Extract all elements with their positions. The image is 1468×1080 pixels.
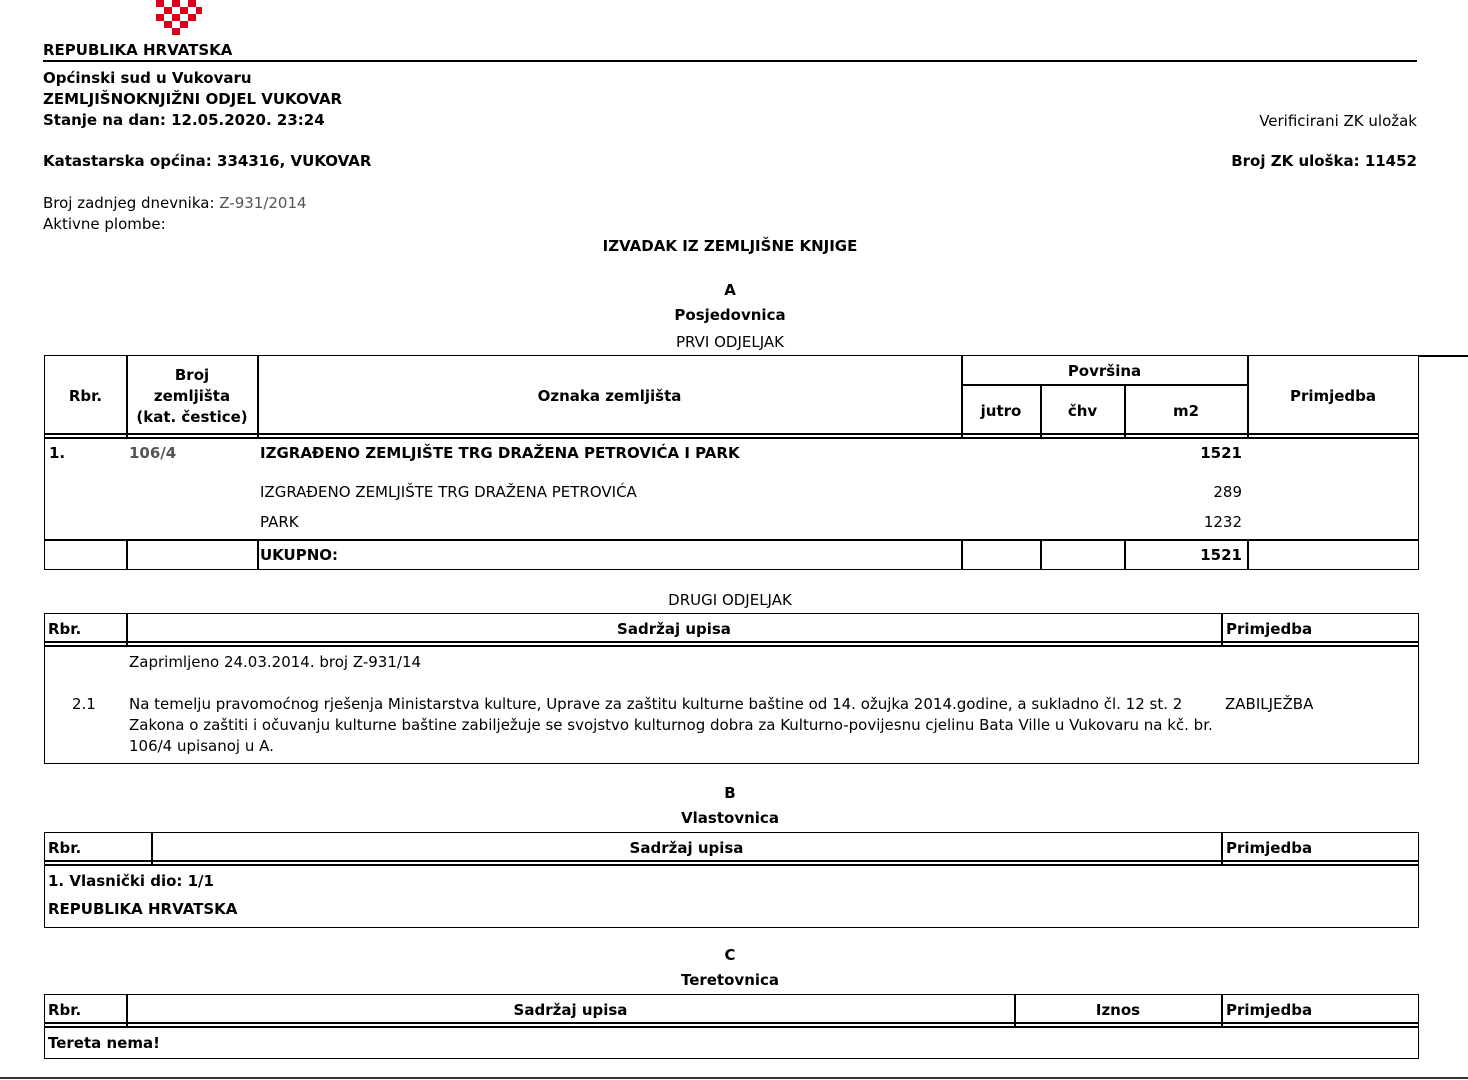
last-diary	[43, 194, 307, 212]
col-amount: Iznos	[1095, 1001, 1141, 1019]
col-line	[1247, 539, 1249, 570]
col-content: Sadržaj upisa	[629, 839, 744, 857]
entry-rbr: 2.1	[72, 695, 96, 713]
col-note: Primjedba	[1226, 1001, 1313, 1019]
first-part-title: PRVI ODJELJAK	[676, 333, 784, 351]
col-rbr: Rbr.	[68, 387, 103, 405]
col-content: Sadržaj upisa	[617, 620, 731, 638]
header-double-line	[44, 860, 1419, 862]
coat-of-arms-icon	[150, 0, 206, 40]
col-line	[1124, 539, 1126, 570]
col-note: Primjedba	[1226, 839, 1313, 857]
section-a-name: Posjedovnica	[674, 306, 786, 324]
row-rbr: 1.	[49, 444, 66, 462]
total-m2: 1521	[1200, 546, 1242, 564]
document-title: IZVADAK IZ ZEMLJIŠNE KNJIGE	[602, 237, 858, 255]
last-diary-value: Z-931/2014	[219, 194, 307, 212]
col-rbr: Rbr.	[48, 1001, 82, 1019]
entry-text: Na temelju pravomoćnog rješenja Ministarstva kulture, Uprave za zaštitu kulturne baštine od 14. ožujka 2014.godine, a sukladno čl. 12 st. 2 Zakona o zaštiti i očuvanju kulturne baštine zabilježuje se svojstvo kulturnog dobra za Kulturno-povijesnu cjelinu Bata Ville u Vukovaru na kč. br. 106/4 upisanoj u A.	[129, 695, 1213, 755]
page-bottom-edge	[0, 1077, 1468, 1079]
col-rbr: Rbr.	[48, 839, 82, 857]
row-parcel: 106/4	[129, 444, 177, 462]
header-double-line	[44, 645, 1419, 647]
header-double-line	[44, 864, 1419, 866]
header-double-line	[44, 1022, 1419, 1024]
col-chv: čhv	[1067, 402, 1098, 420]
owner-name: REPUBLIKA HRVATSKA	[48, 900, 238, 918]
header-double-line	[44, 1026, 1419, 1028]
verified-label: Verificirani ZK uložak	[1259, 112, 1417, 130]
received-note: Zaprimljeno 24.03.2014. broj Z-931/14	[129, 653, 422, 671]
court-name: Općinski sud u Vukovaru	[43, 69, 252, 87]
col-area: Površina	[1067, 362, 1142, 380]
header-double-line	[44, 641, 1419, 643]
col-jutro: jutro	[980, 402, 1022, 420]
header-double-line	[44, 437, 1419, 439]
cadastral-municipality: Katastarska općina: 334316, VUKOVAR	[43, 152, 372, 170]
section-c-name: Teretovnica	[680, 971, 780, 989]
col-line	[126, 539, 128, 570]
country-heading: REPUBLIKA HRVATSKA	[43, 41, 233, 59]
row-m2: 1521	[1200, 444, 1242, 462]
section-c-letter: C	[724, 946, 736, 964]
area-subheader-line	[961, 384, 1248, 386]
ownership-share: 1. Vlasnički dio: 1/1	[48, 872, 214, 890]
header-double-line	[44, 433, 1419, 435]
total-line	[44, 539, 1419, 541]
no-encumbrance: Tereta nema!	[48, 1034, 160, 1052]
section-b-letter: B	[724, 784, 736, 802]
active-seals: Aktivne plombe:	[43, 215, 166, 233]
col-line	[961, 539, 963, 570]
col-line	[1040, 539, 1042, 570]
row-designation: IZGRAĐENO ZEMLJIŠTE TRG DRAŽENA PETROVIĆA I PARK	[260, 444, 740, 462]
subitem-designation: IZGRAĐENO ZEMLJIŠTE TRG DRAŽENA PETROVIĆA	[260, 483, 637, 501]
department-name: ZEMLJIŠNOKNJIŽNI ODJEL VUKOVAR	[43, 90, 343, 108]
section-a-letter: A	[724, 281, 736, 299]
second-part-title: DRUGI ODJELJAK	[668, 591, 792, 609]
col-line	[257, 539, 259, 570]
col-rbr: Rbr.	[48, 620, 82, 638]
col-m2: m2	[1172, 402, 1200, 420]
parcel-table-extension-line	[1419, 355, 1468, 357]
zk-number: Broj ZK uloška: 11452	[1231, 152, 1417, 170]
col-parcel-line3: (kat. čestice)	[136, 408, 248, 426]
subitem-m2: 1232	[1203, 513, 1242, 531]
header-divider	[43, 60, 1417, 62]
subitem-designation: PARK	[260, 513, 299, 531]
status-date: Stanje na dan: 12.05.2020. 23:24	[43, 111, 325, 129]
section-b-name: Vlastovnica	[681, 809, 779, 827]
col-note: Primjedba	[1289, 387, 1377, 405]
col-parcel-line1: Broj	[174, 366, 210, 384]
col-note: Primjedba	[1226, 620, 1313, 638]
total-label: UKUPNO:	[260, 546, 339, 564]
subitem-m2: 289	[1213, 483, 1242, 501]
col-designation: Oznaka zemljišta	[537, 387, 682, 405]
col-parcel-line2: zemljišta	[153, 387, 231, 405]
col-content: Sadržaj upisa	[513, 1001, 628, 1019]
last-diary-label: Broj zadnjeg dnevnika:	[43, 194, 220, 212]
entry-note: ZABILJEŽBA	[1225, 695, 1314, 713]
